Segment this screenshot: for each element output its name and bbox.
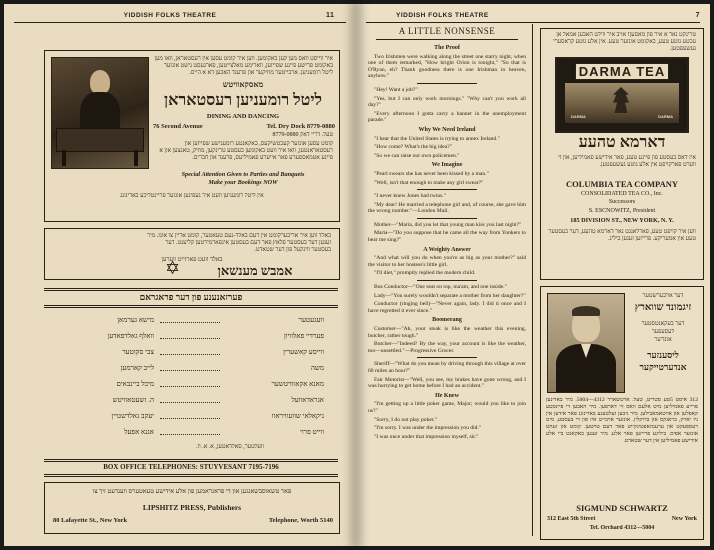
joke-paragraph: "Every afternoon I gotta carry a banner in the unemployment parade." [368,110,526,124]
cimbalom-leg [134,150,138,166]
program-row [54,314,324,326]
actor-name: מיכל ביינבאים [116,380,154,388]
actor-name: אננא אפעל [124,428,154,436]
box-office-bottom-rule [44,474,338,477]
leader-dots [160,338,220,339]
joke-separator [417,83,477,84]
undertaker-phone: Tel. Orchard 4312—5004 [589,525,655,531]
joke-separator [417,189,477,190]
make-bookings: Make your Bookings NOW [208,179,278,186]
box-office-telephones: BOX OFFICE TELEPHONES: STUYVESANT 7195-7196 [103,463,279,471]
joke-paragraph: Lady—"You surely wouldn't separate a mother from her daughter?" [374,292,526,299]
restaurant-body: קומט עסען אונזער קעכטשיקעס, באקאנטע רומענישע שפייזען און רעסטאראנטען, וואו איר וועט באקומען בעסטע טרינקען, מוזיק, טאנצען און א פיינע אטמאספערע פאר אייערע פאמיליעס, פרענד און חברים. [159,141,333,161]
restaurant-ad [44,50,340,222]
tea-hebrew-name: דארמא טהעע [578,134,666,151]
article-title: A LITTLE NONSENSE [398,26,496,36]
program-note: וועלטער, סאלדאטען, א. א. וו. [196,444,264,450]
joke-paragraph: "Hey! Want a job?" [374,86,418,93]
restaurant-intro: איר ווייסט וואס מען קען באקומען. ווען איר קומט עסען אין רעסטאראן, וואו מען באקומט פרישע פיינע שפייזען, ווארימע מאלצייטען, פארגעסט נישט אונזער ליטל רומעניען. ארבייטער מוזיקער און פרענד האבען דא א הייס. [154,56,333,76]
printer-name: LIPSHITZ PRESS, Publishers [142,503,242,512]
column-divider [532,24,533,536]
undertaker-portrait [547,293,625,393]
joke-paragraph: "My dear! He married a telephone girl and, of course, she gave him the wrong number."—London Mail. [368,201,526,215]
program-row [54,378,324,390]
restaurant-phone-hebrew: טעל. דריי דאק 8779-0880 [272,132,333,138]
undertaker-line1: דער בעקאנטסטער [641,321,685,327]
joke-paragraph: "I'm sorry. I was under the impression you did." [374,425,482,432]
cimbalom [56,128,144,152]
printer-phone: Telephone, Worth 5140 [268,517,333,524]
undertaker-city: New York [671,516,697,522]
tea-consolidated: CONSOLIDATED TEA CO., Inc. [581,191,663,197]
right-page-header [366,12,700,19]
character-role: פערדיי פאלוויון [284,332,324,340]
cimbalom-leg [62,150,66,166]
left-running-title: YIDDISH FOLKS THEATRE [123,12,217,19]
program-row [54,330,324,342]
right-running-title: YIDDISH FOLKS THEATRE [396,12,489,19]
actor-name: ה. זשעטאוויטש [112,396,154,404]
joke-separator [417,280,477,281]
musician-head [90,70,110,94]
joke-paragraph: Fair Motorist—"Well, you see, my brakes have gone wrong, and I was hurrying to get home before I had an accident." [368,376,526,390]
mansion-text: באלד ווען איר אריבערקומט אין דעם באלד-נעם טעאטער, קומט אריין צו אונז. מיר זענען דער בעסטער פלאץ פאר דעם בעסטען אינפארמירטען קליענט. דער בעסטער ווינקעל פון דער שטאדט. [147,233,331,253]
actor-name: צבי סקוטער [122,348,154,356]
actor-name: יעקב גאלדשטיין [111,412,154,420]
right-page-number: 7 [695,12,700,19]
header-rule [366,22,700,23]
leader-dots [160,354,220,355]
mansion-name: אמבש מענשאן [217,263,293,278]
tea-ad [540,28,704,280]
character-role: מאנא אקאווויטשער [271,380,324,388]
character-role: משה [310,364,324,372]
joke-heading: A Weighty Answer [423,246,471,253]
actor-name: מישא גערמאן [117,316,154,324]
tea-box-illustration [555,57,689,133]
joke-paragraph: "I'll diet," promptly replied the modern child. [374,270,476,277]
star-of-david-icon: ✡ [165,258,181,278]
tea-box-label: DARMA TEA [575,63,669,80]
joke-paragraph: Maria—"Do you suppose that he came all the way from Yonkers to hear me sing?" [368,230,526,244]
joke-paragraph: "Pearl swears she has never been kissed by a man." [374,170,489,177]
character-role: ניקאלאי שוועוויראוו [271,412,324,420]
joke-paragraph: "How come? What's the big idea?" [374,144,453,151]
pagoda-icon [613,87,629,113]
undertaker-line2: לעסעפער [651,329,675,335]
mansion-ad [44,228,340,280]
undertaker-ad [540,286,704,540]
box-office-rule [44,459,338,462]
portrait-hair [572,306,600,316]
dining-dancing: DINING AND DANCING [206,113,280,120]
undertaker-title2: אנדערטייקער [639,362,687,372]
left-page-header [14,12,346,19]
special-attention: Special Attention Given to Parties and Banquets [181,171,305,178]
restaurant-footer: אין ליטל רומעניען וועט איר געפינען אונזער פריינטליכע באדינונג [120,193,264,199]
joke-heading: We Imagine [431,162,463,169]
printer-ad [44,482,340,534]
magazine-spread [4,4,710,546]
header-rule [14,22,346,23]
printer-address: 80 Lafayette St., New York [53,517,128,524]
actor-name: וואלף גאלדפאדען [107,332,154,340]
joke-paragraph: Customer—"Ah, your steak is like the weather this evening, butcher, rather tough." [368,326,526,339]
tea-company: COLUMBIA TEA COMPANY [565,179,679,189]
leader-dots [160,402,220,403]
tea-box-small-right: DARMA [658,114,673,119]
joke-paragraph: Butcher—"Indeed? By the way, your account is like the weather, too—unsettled."—Progressive Grocer. [368,341,526,354]
joke-paragraph: Two Irishmen were walking along the street one starry night, when one of them remarked, "How bright Orion is tonight," "So that is O'Ryan, eh? Thank goodness there is one Irishman in heaven, anyhow." [368,53,526,80]
program-row [54,410,324,422]
character-role: ווייט פרוי [300,428,324,436]
leader-dots [160,386,220,387]
tea-box-small-left: DARMA [571,114,586,119]
jokes-column [368,42,526,540]
undertaker-title: ליסענזער [647,350,679,360]
character-role: ווייסע קאשערין [283,348,324,356]
joke-separator [417,357,477,358]
joke-heading: The Proof [434,45,460,51]
program-bottom-rule [44,305,338,308]
joke-paragraph: "I'm getting up a little poker game, Major; would you like to join us?" [368,401,526,414]
restaurant-name: ליטל רומעניען רעסטאראן [163,92,322,109]
joke-paragraph: Sheriff—"What do you mean by driving through this village at over 60 miles an hour?" [368,361,526,374]
joke-paragraph: "I was once under that impression myself, sir." [374,433,479,440]
joke-paragraph: "And what will you do when you're as big as your mother?" said the visitor to her hostess's little girl. [368,255,526,268]
joke-paragraph: "I never knew Jones had twins." [374,193,446,200]
leader-dots [160,322,220,323]
leader-dots [160,418,220,419]
restaurant-owner: מאסקאוויטש [222,80,264,89]
printer-hebrew: פאר טשאוסבשאנגען און די פראגראמען פון אלע אידישע טעאטערס ווענדעט זיך צו [92,488,292,495]
character-role: אגראדאוועל [291,396,324,404]
mansion-subtitle: באלד וועט פארזייט ווערען [161,256,223,263]
undertaker-line3: אונד'ער [654,337,672,343]
program-row [54,426,324,438]
joke-paragraph: Mother—"Maria, did you let that young man kiss you last night?" [374,221,522,228]
undertaker-body: 312 איסט 5טע סטריט, טעל. ארטשארד 4312—5004. מיר באדינען פרייע פאמיליען מיט אלעם וואס זיי דארפען. מיר האבען די פיינסטע קאפלען און אויטאמאבילען. מיר גיבען זעלטענע באדינונג פאר אידען אין ניו יארק, בראנקס און ברוקלין. אונזער ארבייט איז פון די בעסטע, מיט רעספעקט און ערענהאפטיגקייט פאר דעם טויטען. קומט און זעהט אונזער אפיס. ביליגע פרייזען פאר אלע. מיר זענען באקאנט ביי אלע אידישע פאמיליען אין דער שטאדט. [546,397,698,444]
joke-heading: Why We Need Ireland [418,126,476,133]
article-title-rule [376,39,518,40]
tea-address: 185 DIVISION ST., NEW YORK, N. Y. [570,217,674,224]
joke-paragraph: Conductor (ringing bell)—"Never again, lady. I did it once and I have regretted it ever since." [368,301,526,314]
restaurant-phone: Tel. Dry Dock 8779-0880 [266,123,335,130]
leader-dots [160,434,220,435]
tea-president: S. ESCNOWITZ, President [588,208,656,214]
joke-paragraph: "Sorry, I do not play poker." [374,416,438,423]
musician-photo [51,57,149,169]
program-title: פערזאנענע פון דער פראגראם [139,292,243,302]
joke-heading: Boomerang [432,317,462,324]
tea-intro: טרינקט נאר א איר פון מאסען! אויב איר ווילט האבען אמאל אן עכטע גוטע טעע, באקומט אונזער טעע. אין אלע גוטע קראסערי געשעפטען. [553,32,696,52]
joke-paragraph: Bus Conductor—"One seat on top, ma'am, and one inside." [374,284,507,291]
joke-paragraph: "I hear that the United States is trying to annex Ireland." [374,135,500,142]
joke-paragraph: "So we can raise our own policemen." [374,152,460,159]
program-row [54,346,324,358]
restaurant-address: 76 Second Avenue [153,123,203,130]
joke-paragraph: "Well, isn't that enough to make any girl swear?" [374,179,484,186]
joke-separator [417,218,477,219]
tea-footer: ווען איר קויפט טעע, פארלאנגט נאר דארמא טהעע, דער בעסטער טעע אין אמעריקע. פרייזען זענען ביליג. [548,229,696,242]
undertaker-address: 312 East 5th Street [547,516,596,522]
undertaker-pre: דער אויבערשטער [642,293,684,299]
undertaker-name: SIGMUND SCHWARTZ [576,503,668,513]
leader-dots [160,370,220,371]
joke-paragraph: "Yes, but I can only work mornings." "Why can't you work all day?" [368,95,526,109]
character-role: וועגעטער [298,316,324,324]
program-row [54,362,324,374]
undertaker-hebrew-name: זיגמונד שווארץ [634,302,692,313]
actor-name: לייב קארמען [120,364,154,372]
right-page [356,4,710,546]
tea-successors: Successors [608,199,636,205]
program-row [54,394,324,406]
tea-description: איז דאס בעסטע פון פיינע טעע, פאר אידישע פאמיליען, און זי ווערט פארקויפט אין אלע גוטע געשעפטען. [558,155,696,168]
left-page-number: 11 [326,12,335,19]
joke-heading: He Knew [435,392,459,399]
left-page [4,4,356,546]
